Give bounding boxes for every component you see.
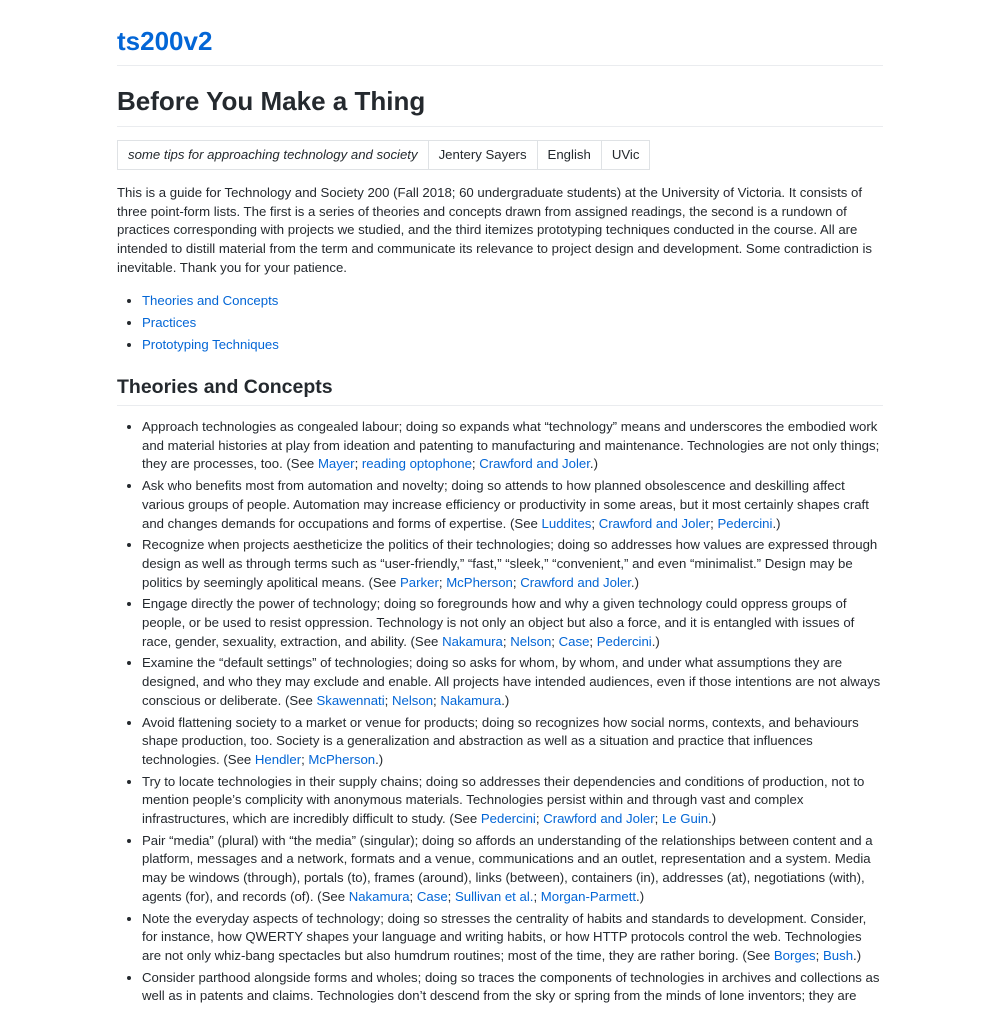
reference-link[interactable]: Parker [400, 574, 439, 590]
reference-link[interactable]: Mayer [317, 456, 355, 472]
list-item [142, 910, 883, 966]
link-separator: ; [301, 751, 309, 767]
meta-department: English [537, 141, 601, 170]
reference-link[interactable]: McPherson [308, 751, 376, 767]
reference-link[interactable]: Nakamura [348, 888, 410, 904]
reference-link[interactable]: Crawford and Joler [543, 811, 655, 827]
link-separator: ; [710, 515, 718, 531]
link-separator: ; [533, 888, 541, 904]
link-separator: ; [591, 515, 599, 531]
link-separator: ; [654, 811, 662, 827]
list-item-end: .) [630, 574, 639, 590]
meta-institution: UVic [601, 141, 650, 170]
meta-table [117, 140, 650, 170]
toc-link-prototyping[interactable]: Prototyping Techniques [142, 336, 279, 352]
list-item [142, 536, 883, 592]
list-item [142, 969, 883, 1006]
reference-link[interactable]: Skawennati [316, 692, 385, 708]
list-item [142, 477, 883, 533]
section-heading: Theories and Concepts [117, 375, 883, 406]
reference-link[interactable]: Nakamura [440, 692, 502, 708]
meta-author: Jentery Sayers [428, 141, 537, 170]
link-separator: ; [384, 692, 392, 708]
link-separator: ; [433, 692, 441, 708]
theories-list [117, 418, 883, 1006]
toc-item [142, 336, 883, 355]
reference-link[interactable]: Crawford and Joler [598, 515, 711, 531]
toc-link-theories[interactable]: Theories and Concepts [142, 292, 279, 308]
list-item-text: Avoid flattening society to a market or venue for products; doing so recognizes how social norms, contexts, and behaviours shape production, too. Society is a generalization and abstraction as well as a situation and practice that influences technologies. (See [142, 714, 859, 767]
list-item-end: .) [636, 888, 645, 904]
site-title-link[interactable]: ts200v2 [117, 26, 213, 56]
list-item-text: Ask who benefits most from automation and novelty; doing so attends to how planned obsolescence and deskilling affect various groups of people. Automation may increase efficiency or productivity in some areas, but it most certainly shapes craft and changes demands for occupations and forms of expertise. (See [142, 478, 869, 531]
list-item-end: .) [375, 751, 384, 767]
reference-link[interactable]: Case [416, 888, 448, 904]
list-item [142, 595, 883, 651]
reference-link[interactable]: McPherson [446, 574, 513, 590]
reference-link[interactable]: Hendler [254, 751, 302, 767]
toc-item [142, 292, 883, 311]
list-item-text: Consider parthood alongside forms and wholes; doing so traces the components of technologies in archives and collections as well as in patents and claims. Technologies don’t descend from the sky or spring from the minds of lone inventors; they are [142, 969, 880, 1004]
list-item-text: Examine the “default settings” of technologies; doing so asks for whom, by whom, and under what assumptions they are designed, and who they may exclude and enable. All projects have intended audiences, even if those intentions are not always conscious or deliberate. (See [142, 655, 881, 708]
list-item-end: .) [772, 515, 781, 531]
table-of-contents [117, 292, 883, 355]
link-separator: ; [471, 456, 480, 472]
link-separator: ; [815, 948, 823, 963]
link-separator: ; [502, 633, 511, 649]
list-item [142, 654, 883, 710]
list-item-text: Recognize when projects aestheticize the politics of their technologies; doing so addresses how values are expressed through design as well as through terms such as “user-friendly,” “fast,” “sleek,” “convenient,” and even “minimalist.” Design may be politics by seemingly apolitical means. (See [142, 537, 878, 590]
site-header [117, 26, 883, 66]
reference-link[interactable]: Pedercini [717, 515, 773, 531]
list-item [142, 714, 883, 770]
list-item [142, 418, 883, 474]
list-item-end: .) [651, 633, 660, 649]
link-separator: ; [535, 811, 544, 827]
toc-item [142, 314, 883, 333]
list-item-text: Try to locate technologies in their supply chains; doing so addresses their dependencies and conditions of production, not to mention people’s complicity with anonymous materials. Technologies persist within and through vast and complex infrastructures, which are incredibly difficult to study. (See [142, 773, 865, 827]
reference-link[interactable]: Borges [773, 948, 816, 963]
link-separator: ; [551, 633, 559, 649]
link-separator: ; [438, 574, 447, 590]
reference-link[interactable]: reading optophone [361, 456, 472, 472]
list-item [142, 773, 883, 829]
reference-link[interactable]: Luddites [541, 515, 592, 531]
meta-subtitle: some tips for approaching technology and society [118, 141, 429, 170]
reference-link[interactable]: Crawford and Joler [520, 574, 631, 590]
reference-link[interactable]: Bush [822, 948, 854, 963]
link-separator: ; [409, 888, 417, 904]
link-separator: ; [447, 888, 455, 904]
reference-link[interactable]: Case [558, 633, 590, 649]
link-separator: ; [512, 574, 521, 590]
reference-link[interactable]: Le Guin [661, 811, 709, 827]
page-title: Before You Make a Thing [117, 85, 883, 127]
list-item-end: .) [853, 948, 862, 963]
link-separator: ; [354, 456, 362, 472]
list-item-text: Pair “media” (plural) with “the media” (singular); doing so affords an understanding of the relationships between content and a platform, messages and a network, formats and a venue, communications and an outlet, representation and a system. Media may be windows (through), portals (to), frames (around), links (between), containers (in), addresses (at), negotiations (with), agents (for), and records (of). (See [142, 832, 873, 904]
toc-link-practices[interactable]: Practices [142, 314, 197, 330]
list-item-end: .) [589, 456, 598, 472]
reference-link[interactable]: Pedercini [480, 811, 536, 827]
reference-link[interactable]: Morgan-Parmett [540, 888, 637, 904]
reference-link[interactable]: Nelson [391, 692, 434, 708]
page-content [117, 0, 883, 1009]
list-item [142, 832, 883, 907]
list-item-end: .) [501, 692, 510, 708]
reference-link[interactable]: Nelson [510, 633, 552, 649]
list-item-text: Approach technologies as congealed labour; doing so expands what “technology” means and underscores the embodied work and material histories at play from ideation and patenting to manufacturing and maintenance. Technologies are not only things; they are processes, too. (See [142, 419, 880, 472]
intro-paragraph: This is a guide for Technology and Society 200 (Fall 2018; 60 undergraduate students) at the University of Victoria. It consists of three point-form lists. The first is a series of theories and concepts drawn from assigned readings, the second is a rundown of practices corresponding with projects we studied, and the third itemizes prototyping techniques conducted in the course. All are intended to distill material from the term and communicate its relevance to project design and development. Some contradiction is inevitable. Thank you for your patience. [117, 185, 873, 275]
list-item-text: Engage directly the power of technology; doing so foregrounds how and why a given technology could oppress groups of people, or be used to resist oppression. Technology is not only an object but also a force, and it is entangled with issues of race, gender, sexuality, extraction, and ability. (See [142, 596, 855, 649]
reference-link[interactable]: Sullivan et al. [455, 888, 534, 904]
reference-link[interactable]: Nakamura [442, 633, 503, 649]
reference-link[interactable]: Pedercini [596, 633, 652, 649]
list-item-end: .) [708, 811, 717, 827]
reference-link[interactable]: Crawford and Joler [479, 456, 590, 472]
link-separator: ; [589, 633, 597, 649]
list-item-text: Note the everyday aspects of technology; doing so stresses the centrality of habits and standards to development. Consider, for instance, how QWERTY shapes your language and writing habits, or how HTTP protocols control the web. Technologies are not only whiz-bang spectacles but also humdrum routines; most of the time, they are rather boring. (See [142, 910, 867, 963]
